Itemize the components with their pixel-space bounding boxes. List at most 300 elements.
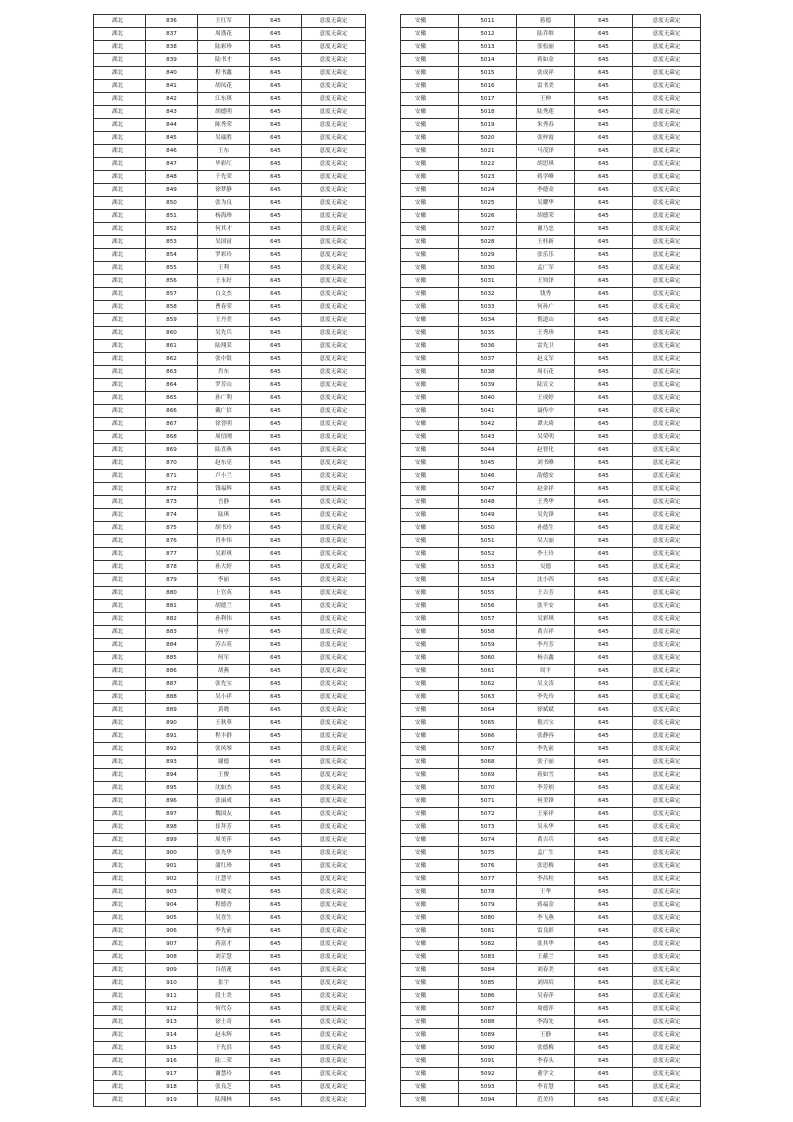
number-cell: 895 bbox=[146, 782, 198, 795]
score-cell: 645 bbox=[575, 1016, 633, 1029]
number-cell: 5015 bbox=[459, 67, 517, 80]
note-cell: 意度无菌定 bbox=[302, 431, 366, 444]
region-cell: 安徽 bbox=[401, 1081, 459, 1094]
name-cell: 倪道山 bbox=[517, 314, 575, 327]
score-cell: 645 bbox=[575, 41, 633, 54]
region-cell: 安徽 bbox=[401, 223, 459, 236]
note-cell: 意度无菌定 bbox=[633, 626, 701, 639]
note-cell: 意度无菌定 bbox=[633, 288, 701, 301]
name-cell: 韵德安 bbox=[517, 470, 575, 483]
score-cell: 645 bbox=[575, 171, 633, 184]
name-cell: 张子丽 bbox=[517, 756, 575, 769]
region-cell: 安徽 bbox=[401, 119, 459, 132]
region-cell: 湖北 bbox=[94, 483, 146, 496]
name-cell: 孙广利 bbox=[198, 392, 250, 405]
name-cell: 刘芷慧 bbox=[198, 951, 250, 964]
table-row bbox=[401, 145, 701, 158]
name-cell: 徐士奇 bbox=[198, 1016, 250, 1029]
region-cell: 安徽 bbox=[401, 262, 459, 275]
number-cell: 5063 bbox=[459, 691, 517, 704]
region-cell: 湖北 bbox=[94, 899, 146, 912]
table-row bbox=[94, 236, 366, 249]
note-cell: 意度无菌定 bbox=[302, 977, 366, 990]
region-cell: 湖北 bbox=[94, 782, 146, 795]
name-cell: 周德萍 bbox=[517, 1003, 575, 1016]
table-row bbox=[94, 41, 366, 54]
region-cell: 安徽 bbox=[401, 600, 459, 613]
number-cell: 5053 bbox=[459, 561, 517, 574]
region-cell: 湖北 bbox=[94, 171, 146, 184]
note-cell: 意度无菌定 bbox=[302, 587, 366, 600]
name-cell: 孙德生 bbox=[517, 522, 575, 535]
score-cell: 645 bbox=[250, 145, 302, 158]
name-cell: 陆翔采 bbox=[198, 340, 250, 353]
number-cell: 5033 bbox=[459, 301, 517, 314]
name-cell: 周信刚 bbox=[198, 431, 250, 444]
region-cell: 湖北 bbox=[94, 1094, 146, 1107]
region-cell: 安徽 bbox=[401, 314, 459, 327]
name-cell: 张丽成 bbox=[198, 795, 250, 808]
table-row bbox=[401, 340, 701, 353]
number-cell: 5018 bbox=[459, 106, 517, 119]
score-cell: 645 bbox=[250, 275, 302, 288]
table-row bbox=[401, 496, 701, 509]
table-row bbox=[94, 717, 366, 730]
note-cell: 意度无菌定 bbox=[633, 834, 701, 847]
score-cell: 645 bbox=[250, 626, 302, 639]
name-cell: 胡德明 bbox=[198, 106, 250, 119]
name-cell: 雷良彩 bbox=[517, 925, 575, 938]
name-cell: 吴永华 bbox=[517, 821, 575, 834]
score-cell: 645 bbox=[250, 938, 302, 951]
number-cell: 858 bbox=[146, 301, 198, 314]
right-table-body bbox=[401, 15, 701, 1107]
name-cell: 谭夫琦 bbox=[517, 418, 575, 431]
region-cell: 湖北 bbox=[94, 80, 146, 93]
name-cell: 吴文涛 bbox=[517, 678, 575, 691]
table-row bbox=[94, 67, 366, 80]
note-cell: 意度无菌定 bbox=[302, 119, 366, 132]
number-cell: 851 bbox=[146, 210, 198, 223]
note-cell: 意度无菌定 bbox=[302, 67, 366, 80]
number-cell: 842 bbox=[146, 93, 198, 106]
score-cell: 645 bbox=[250, 834, 302, 847]
table-row bbox=[401, 665, 701, 678]
table-row bbox=[94, 379, 366, 392]
table-row bbox=[94, 860, 366, 873]
note-cell: 意度无菌定 bbox=[302, 912, 366, 925]
score-cell: 645 bbox=[575, 626, 633, 639]
region-cell: 湖北 bbox=[94, 769, 146, 782]
score-cell: 645 bbox=[250, 119, 302, 132]
note-cell: 意度无菌定 bbox=[633, 353, 701, 366]
score-cell: 645 bbox=[575, 405, 633, 418]
name-cell: 胡德兰 bbox=[198, 600, 250, 613]
note-cell: 意度无菌定 bbox=[633, 1068, 701, 1081]
table-row bbox=[94, 847, 366, 860]
region-cell: 湖北 bbox=[94, 964, 146, 977]
table-row bbox=[94, 275, 366, 288]
score-cell: 645 bbox=[250, 197, 302, 210]
name-cell: 申晓文 bbox=[198, 886, 250, 899]
number-cell: 5068 bbox=[459, 756, 517, 769]
name-cell: 黄吉兵 bbox=[517, 834, 575, 847]
region-cell: 安徽 bbox=[401, 808, 459, 821]
note-cell: 意度无菌定 bbox=[633, 223, 701, 236]
score-cell: 645 bbox=[250, 808, 302, 821]
name-cell: 何其才 bbox=[198, 223, 250, 236]
name-cell: 王华 bbox=[517, 886, 575, 899]
score-cell: 645 bbox=[575, 821, 633, 834]
name-cell: 蒋学峰 bbox=[517, 171, 575, 184]
note-cell: 意度无菌定 bbox=[633, 379, 701, 392]
table-row bbox=[401, 574, 701, 587]
region-cell: 湖北 bbox=[94, 41, 146, 54]
score-cell: 645 bbox=[575, 223, 633, 236]
table-row bbox=[94, 951, 366, 964]
number-cell: 866 bbox=[146, 405, 198, 418]
region-cell: 安徽 bbox=[401, 288, 459, 301]
number-cell: 857 bbox=[146, 288, 198, 301]
region-cell: 安徽 bbox=[401, 1016, 459, 1029]
table-row bbox=[401, 119, 701, 132]
table-row bbox=[94, 535, 366, 548]
score-cell: 645 bbox=[250, 210, 302, 223]
note-cell: 意度无菌定 bbox=[302, 808, 366, 821]
note-cell: 意度无菌定 bbox=[633, 756, 701, 769]
note-cell: 意度无菌定 bbox=[633, 704, 701, 717]
note-cell: 意度无菌定 bbox=[302, 704, 366, 717]
note-cell: 意度无菌定 bbox=[302, 496, 366, 509]
number-cell: 849 bbox=[146, 184, 198, 197]
region-cell: 湖北 bbox=[94, 951, 146, 964]
number-cell: 5071 bbox=[459, 795, 517, 808]
score-cell: 645 bbox=[575, 600, 633, 613]
table-row bbox=[94, 1081, 366, 1094]
score-cell: 645 bbox=[575, 106, 633, 119]
note-cell: 意度无菌定 bbox=[633, 1003, 701, 1016]
note-cell: 意度无菌定 bbox=[633, 795, 701, 808]
region-cell: 湖北 bbox=[94, 717, 146, 730]
table-row bbox=[94, 340, 366, 353]
number-cell: 865 bbox=[146, 392, 198, 405]
note-cell: 意度无菌定 bbox=[302, 145, 366, 158]
score-cell: 645 bbox=[575, 197, 633, 210]
note-cell: 意度无菌定 bbox=[302, 990, 366, 1003]
name-cell: 谢德 bbox=[198, 756, 250, 769]
number-cell: 905 bbox=[146, 912, 198, 925]
note-cell: 意度无菌定 bbox=[633, 392, 701, 405]
region-cell: 湖北 bbox=[94, 756, 146, 769]
table-row bbox=[94, 444, 366, 457]
number-cell: 5023 bbox=[459, 171, 517, 184]
region-cell: 安徽 bbox=[401, 743, 459, 756]
region-cell: 安徽 bbox=[401, 340, 459, 353]
number-cell: 5086 bbox=[459, 990, 517, 1003]
note-cell: 意度无菌定 bbox=[633, 80, 701, 93]
score-cell: 645 bbox=[575, 275, 633, 288]
name-cell: 毕彩红 bbox=[198, 158, 250, 171]
note-cell: 意度无菌定 bbox=[302, 405, 366, 418]
table-row bbox=[401, 405, 701, 418]
note-cell: 意度无菌定 bbox=[633, 41, 701, 54]
note-cell: 意度无菌定 bbox=[633, 782, 701, 795]
number-cell: 907 bbox=[146, 938, 198, 951]
name-cell: 陈秀荣 bbox=[198, 119, 250, 132]
score-cell: 645 bbox=[250, 327, 302, 340]
name-cell: 吾静 bbox=[198, 496, 250, 509]
region-cell: 安徽 bbox=[401, 93, 459, 106]
number-cell: 5013 bbox=[459, 41, 517, 54]
number-cell: 5028 bbox=[459, 236, 517, 249]
table-row bbox=[94, 678, 366, 691]
table-row bbox=[401, 626, 701, 639]
table-row bbox=[401, 756, 701, 769]
number-cell: 5049 bbox=[459, 509, 517, 522]
number-cell: 892 bbox=[146, 743, 198, 756]
name-cell: 周美萍 bbox=[198, 834, 250, 847]
note-cell: 意度无菌定 bbox=[633, 262, 701, 275]
table-row bbox=[94, 145, 366, 158]
note-cell: 意度无菌定 bbox=[302, 886, 366, 899]
number-cell: 5089 bbox=[459, 1029, 517, 1042]
region-cell: 安徽 bbox=[401, 730, 459, 743]
region-cell: 安徽 bbox=[401, 821, 459, 834]
note-cell: 意度无菌定 bbox=[633, 301, 701, 314]
number-cell: 5076 bbox=[459, 860, 517, 873]
region-cell: 湖北 bbox=[94, 54, 146, 67]
number-cell: 839 bbox=[146, 54, 198, 67]
number-cell: 862 bbox=[146, 353, 198, 366]
score-cell: 645 bbox=[250, 184, 302, 197]
score-cell: 645 bbox=[250, 1016, 302, 1029]
note-cell: 意度无菌定 bbox=[302, 769, 366, 782]
number-cell: 904 bbox=[146, 899, 198, 912]
name-cell: 王秀珍 bbox=[517, 327, 575, 340]
region-cell: 湖北 bbox=[94, 639, 146, 652]
table-row bbox=[401, 613, 701, 626]
score-cell: 645 bbox=[250, 613, 302, 626]
note-cell: 意度无菌定 bbox=[302, 613, 366, 626]
name-cell: 李丹芳 bbox=[517, 639, 575, 652]
name-cell: 吴荣明 bbox=[517, 431, 575, 444]
number-cell: 880 bbox=[146, 587, 198, 600]
score-cell: 645 bbox=[250, 977, 302, 990]
table-row bbox=[401, 418, 701, 431]
note-cell: 意度无菌定 bbox=[302, 782, 366, 795]
region-cell: 安徽 bbox=[401, 1094, 459, 1107]
number-cell: 5016 bbox=[459, 80, 517, 93]
name-cell: 吴彩琪 bbox=[198, 548, 250, 561]
region-cell: 安徽 bbox=[401, 431, 459, 444]
number-cell: 868 bbox=[146, 431, 198, 444]
name-cell: 王东 bbox=[198, 145, 250, 158]
note-cell: 意度无菌定 bbox=[633, 444, 701, 457]
table-row bbox=[94, 15, 366, 28]
table-row bbox=[94, 665, 366, 678]
table-row bbox=[401, 1042, 701, 1055]
name-cell: 张思梅 bbox=[517, 860, 575, 873]
name-cell: 孙大婷 bbox=[198, 561, 250, 574]
region-cell: 湖北 bbox=[94, 860, 146, 873]
number-cell: 5046 bbox=[459, 470, 517, 483]
number-cell: 5094 bbox=[459, 1094, 517, 1107]
region-cell: 湖北 bbox=[94, 444, 146, 457]
note-cell: 意度无菌定 bbox=[633, 964, 701, 977]
region-cell: 安徽 bbox=[401, 704, 459, 717]
number-cell: 850 bbox=[146, 197, 198, 210]
region-cell: 湖北 bbox=[94, 301, 146, 314]
name-cell: 陆喜燕 bbox=[198, 444, 250, 457]
name-cell: 陆翔林 bbox=[198, 1094, 250, 1107]
region-cell: 湖北 bbox=[94, 314, 146, 327]
note-cell: 意度无菌定 bbox=[633, 1029, 701, 1042]
region-cell: 安徽 bbox=[401, 67, 459, 80]
score-cell: 645 bbox=[250, 1029, 302, 1042]
table-row bbox=[94, 522, 366, 535]
region-cell: 湖北 bbox=[94, 93, 146, 106]
table-row bbox=[401, 262, 701, 275]
number-cell: 861 bbox=[146, 340, 198, 353]
region-cell: 安徽 bbox=[401, 587, 459, 600]
score-cell: 645 bbox=[250, 457, 302, 470]
note-cell: 意度无菌定 bbox=[633, 691, 701, 704]
note-cell: 意度无菌定 bbox=[633, 457, 701, 470]
name-cell: 聂传中 bbox=[517, 405, 575, 418]
score-cell: 645 bbox=[250, 132, 302, 145]
score-cell: 645 bbox=[250, 418, 302, 431]
note-cell: 意度无菌定 bbox=[302, 327, 366, 340]
name-cell: 王永好 bbox=[198, 275, 250, 288]
score-cell: 645 bbox=[250, 535, 302, 548]
note-cell: 意度无菌定 bbox=[633, 990, 701, 1003]
table-row bbox=[401, 977, 701, 990]
score-cell: 645 bbox=[575, 938, 633, 951]
score-cell: 645 bbox=[575, 704, 633, 717]
region-cell: 安徽 bbox=[401, 1029, 459, 1042]
region-cell: 安徽 bbox=[401, 392, 459, 405]
table-row bbox=[94, 106, 366, 119]
region-cell: 湖北 bbox=[94, 613, 146, 626]
name-cell: 戴广信 bbox=[198, 405, 250, 418]
name-cell: 陆秀莲 bbox=[517, 106, 575, 119]
number-cell: 5044 bbox=[459, 444, 517, 457]
note-cell: 意度无菌定 bbox=[633, 600, 701, 613]
table-row bbox=[401, 249, 701, 262]
region-cell: 湖北 bbox=[94, 730, 146, 743]
region-cell: 安徽 bbox=[401, 717, 459, 730]
note-cell: 意度无菌定 bbox=[302, 223, 366, 236]
table-row bbox=[401, 691, 701, 704]
region-cell: 湖北 bbox=[94, 990, 146, 1003]
note-cell: 意度无菌定 bbox=[302, 314, 366, 327]
number-cell: 5034 bbox=[459, 314, 517, 327]
region-cell: 安徽 bbox=[401, 548, 459, 561]
note-cell: 意度无菌定 bbox=[633, 470, 701, 483]
score-cell: 645 bbox=[575, 80, 633, 93]
region-cell: 湖北 bbox=[94, 158, 146, 171]
score-cell: 645 bbox=[250, 522, 302, 535]
table-row bbox=[94, 28, 366, 41]
note-cell: 意度无菌定 bbox=[302, 158, 366, 171]
region-cell: 安徽 bbox=[401, 41, 459, 54]
table-row bbox=[94, 873, 366, 886]
table-row bbox=[94, 1068, 366, 1081]
score-cell: 645 bbox=[250, 886, 302, 899]
number-cell: 843 bbox=[146, 106, 198, 119]
name-cell: 徐梦静 bbox=[198, 184, 250, 197]
table-row bbox=[94, 392, 366, 405]
note-cell: 意度无菌定 bbox=[633, 327, 701, 340]
score-cell: 645 bbox=[250, 353, 302, 366]
score-cell: 645 bbox=[575, 145, 633, 158]
region-cell: 湖北 bbox=[94, 886, 146, 899]
note-cell: 意度无菌定 bbox=[633, 548, 701, 561]
region-cell: 安徽 bbox=[401, 15, 459, 28]
score-cell: 645 bbox=[250, 925, 302, 938]
number-cell: 908 bbox=[146, 951, 198, 964]
number-cell: 5051 bbox=[459, 535, 517, 548]
number-cell: 5037 bbox=[459, 353, 517, 366]
table-row bbox=[94, 119, 366, 132]
note-cell: 意度无菌定 bbox=[633, 197, 701, 210]
score-cell: 645 bbox=[250, 860, 302, 873]
note-cell: 意度无菌定 bbox=[302, 1029, 366, 1042]
number-cell: 5067 bbox=[459, 743, 517, 756]
region-cell: 湖北 bbox=[94, 353, 146, 366]
score-cell: 645 bbox=[575, 795, 633, 808]
name-cell: 魏国友 bbox=[198, 808, 250, 821]
score-cell: 645 bbox=[250, 301, 302, 314]
table-row bbox=[401, 15, 701, 28]
note-cell: 意度无菌定 bbox=[302, 132, 366, 145]
score-cell: 645 bbox=[575, 834, 633, 847]
score-cell: 645 bbox=[575, 977, 633, 990]
number-cell: 5060 bbox=[459, 652, 517, 665]
region-cell: 安徽 bbox=[401, 145, 459, 158]
name-cell: 李德金 bbox=[517, 184, 575, 197]
number-cell: 837 bbox=[146, 28, 198, 41]
number-cell: 5064 bbox=[459, 704, 517, 717]
note-cell: 意度无菌定 bbox=[302, 483, 366, 496]
table-row bbox=[94, 1042, 366, 1055]
table-row bbox=[94, 431, 366, 444]
table-row bbox=[94, 418, 366, 431]
name-cell: 倪兴宝 bbox=[517, 717, 575, 730]
note-cell: 意度无菌定 bbox=[302, 418, 366, 431]
score-cell: 645 bbox=[575, 1042, 633, 1055]
region-cell: 湖北 bbox=[94, 925, 146, 938]
region-cell: 安徽 bbox=[401, 236, 459, 249]
name-cell: 吴耀华 bbox=[517, 197, 575, 210]
region-cell: 安徽 bbox=[401, 28, 459, 41]
region-cell: 湖北 bbox=[94, 470, 146, 483]
note-cell: 意度无菌定 bbox=[302, 470, 366, 483]
name-cell: 胡德荣 bbox=[517, 210, 575, 223]
table-row bbox=[401, 990, 701, 1003]
table-row bbox=[94, 288, 366, 301]
number-cell: 891 bbox=[146, 730, 198, 743]
table-row bbox=[94, 938, 366, 951]
number-cell: 5021 bbox=[459, 145, 517, 158]
region-cell: 湖北 bbox=[94, 457, 146, 470]
region-cell: 湖北 bbox=[94, 392, 146, 405]
score-cell: 645 bbox=[250, 912, 302, 925]
table-row bbox=[401, 197, 701, 210]
name-cell: 何亭 bbox=[198, 626, 250, 639]
table-row bbox=[401, 938, 701, 951]
table-row bbox=[94, 262, 366, 275]
